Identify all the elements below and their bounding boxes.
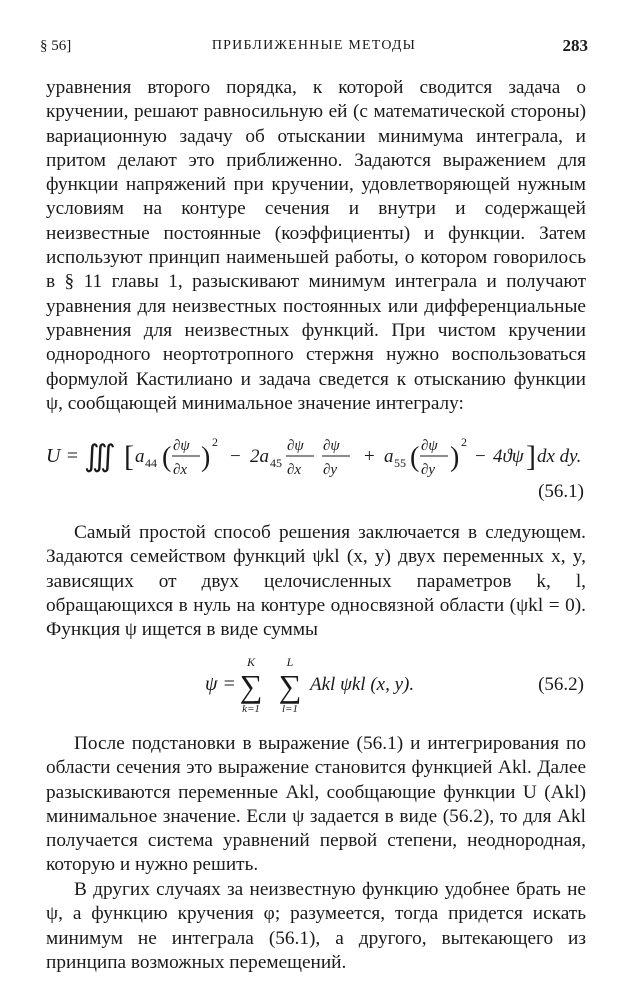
- eq1-frac2-den: ∂x: [287, 462, 302, 478]
- equation-56-1-svg: [0, 420, 630, 530]
- eq1-frac1-den: ∂x: [173, 462, 188, 478]
- eq1-frac2-num: ∂ψ: [287, 438, 304, 454]
- eq1-a44: a: [135, 446, 145, 467]
- eq1-frac3-num: ∂ψ: [323, 438, 340, 454]
- eq2-sum1-sigma: ∑: [239, 668, 263, 704]
- eq2-lhs: ψ =: [205, 673, 236, 695]
- page-number: 283: [562, 36, 588, 55]
- eq1-bracket-close: ]: [526, 440, 536, 473]
- eq2-body: Akl ψkl (x, y).: [310, 674, 415, 695]
- eq1-number: (56.1): [538, 481, 584, 502]
- running-header: [40, 36, 588, 62]
- equation-56-2-svg: [0, 652, 630, 722]
- paragraph-4: В других случаях за неизвестную функцию удобнее брать не ψ, а функцию кручения φ; разумеется, тогда придется искать минимум не интеграла (56.1), а другого, вытекающего из принципа возможных перемещений.: [46, 879, 586, 973]
- eq2-sum1-upper: K: [246, 655, 256, 669]
- eq1-paren-close-1: ): [201, 442, 211, 473]
- eq1-term4: 4ϑψ: [493, 446, 524, 467]
- eq1-bracket-open: [: [124, 440, 134, 473]
- eq1-frac4-den: ∂y: [421, 462, 436, 478]
- eq1-sq-1: 2: [212, 435, 218, 449]
- section-marker: § 56]: [40, 38, 72, 54]
- paragraph-3: После подстановки в выражение (56.1) и интегрирования по области сечения это выражение становится функцией Akl. Далее разыскиваются переменные Akl, сообщающие функции U (Akl) минимальное значение. Если ψ задается в виде (56.2), то для Akl получается система уравнений первой степени, неоднородная, которую и нужно решить.: [46, 733, 586, 876]
- eq1-term2-coef: 2a: [250, 446, 269, 467]
- running-title: ПРИБЛИЖЕННЫЕ МЕТОДЫ: [211, 38, 417, 53]
- eq1-lhs: U =: [46, 445, 79, 467]
- eq1-a44-sub: 44: [145, 456, 157, 470]
- eq2-sum2-sigma: ∑: [278, 668, 302, 704]
- eq1-term2-sub: 45: [270, 456, 282, 470]
- eq1-plus: +: [364, 446, 375, 467]
- eq1-tail: dx dy.: [537, 446, 582, 467]
- eq1-frac1-num: ∂ψ: [173, 438, 190, 454]
- eq2-sum2-upper: L: [286, 655, 294, 669]
- eq1-frac3-den: ∂y: [323, 462, 338, 478]
- eq1-minus-1: −: [230, 446, 241, 467]
- eq1-frac4-num: ∂ψ: [421, 438, 438, 454]
- eq1-a55: a: [384, 446, 394, 467]
- eq2-sum2-lower: l=1: [282, 703, 298, 715]
- eq1-paren-open-1: (: [162, 442, 172, 473]
- eq1-minus-2: −: [475, 446, 486, 467]
- eq2-number: (56.2): [538, 674, 584, 695]
- eq1-integral: ∭: [84, 440, 116, 473]
- eq1-a55-sub: 55: [394, 456, 406, 470]
- eq1-paren-close-2: ): [450, 442, 460, 473]
- eq1-paren-open-2: (: [410, 442, 420, 473]
- paragraph-2: Самый простой способ решения заключается в следующем. Задаются семейством функций ψkl (x, y) двух переменных x, y, зависящих от двух целочисленных параметров k, l, обращающихся в нуль на контуре односвязной области (ψkl = 0). Функция ψ ищется в виде суммы: [46, 522, 586, 641]
- paragraph-1: уравнения второго порядка, к которой сводится задача о кручении, решают равносильную ей (с математической стороны) вариационную задачу об отыскании минимума интеграла, и притом делают это приближенно. Задаются выражением для функции напряжений при кручении, удовлетворяющей нужным условиям на контуре сечения и внутри и содержащей неизвестные постоянные (коэффициенты) и функции. Затем используют принцип наименьшей работы, о котором говорилось в § 11 главы 1, разыскивают минимум интеграла и получают уравнения для неизвестных постоянных или дифференциальные уравнения для неизвестных функций. При чистом кручении однородного неортотропного стержня нужно воспользоваться формулой Кастилиано и задача сведется к отысканию функции ψ, сообщающей минимальное значение интегралу:: [46, 77, 586, 414]
- eq2-sum1-lower: k=1: [242, 703, 260, 715]
- eq1-sq-2: 2: [461, 435, 467, 449]
